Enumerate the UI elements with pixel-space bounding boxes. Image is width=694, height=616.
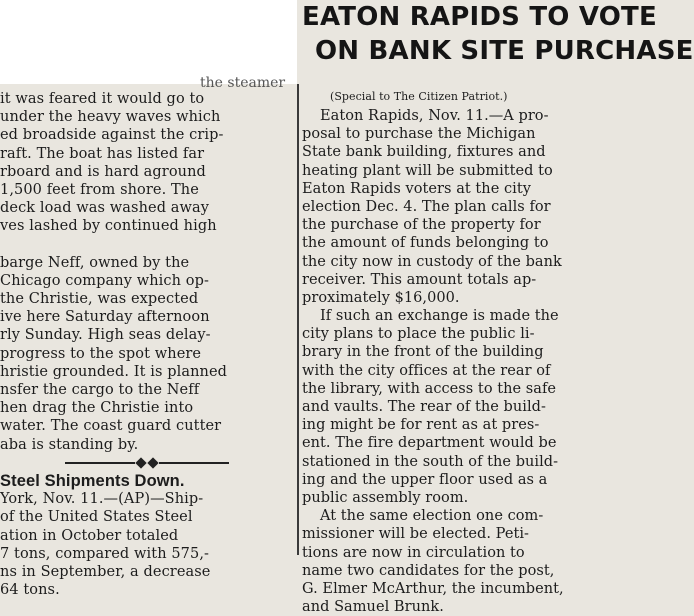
- text-line: ed broadside against the crip-: [0, 127, 224, 144]
- text-line: If such an exchange is made the: [320, 308, 559, 325]
- left-column: [0, 75, 293, 599]
- text-line: Eaton Rapids, Nov. 11.—A pro-: [320, 108, 549, 124]
- text-line: hen drag the Christie into: [0, 400, 194, 417]
- paragraph-2: [0, 254, 300, 454]
- text-line: rboard and is hard aground: [0, 163, 206, 180]
- text-line: the amount of funds belonging to: [302, 235, 549, 252]
- text-line: election Dec. 4. The plan calls for: [302, 198, 551, 215]
- text-line: proximately $16,000.: [302, 289, 460, 306]
- section-separator: [0, 454, 293, 472]
- text-line: stationed in the south of the build-: [302, 453, 559, 470]
- text-line: ns in September, a decrease: [0, 563, 211, 580]
- separator-diamond-icon: [147, 457, 158, 468]
- text-line: raft. The boat has listed far: [0, 145, 205, 162]
- text-line: ive here Saturday afternoon: [0, 309, 210, 326]
- text-line: under the heavy waves which: [0, 109, 221, 126]
- headline-line-2: ON BANK SITE PURCHASE: [315, 36, 694, 66]
- text-line: name two candidates for the post,: [302, 562, 555, 579]
- headline-line-1: EATON RAPIDS TO VOTE: [302, 2, 657, 32]
- text-line: ing and the upper floor used as a: [302, 471, 548, 488]
- paragraph-1: [302, 107, 642, 307]
- text-line: and Samuel Brunk.: [302, 599, 444, 616]
- text-line: the city now in custody of the bank: [302, 253, 562, 270]
- text-line: barge Neff, owned by the: [0, 254, 190, 271]
- text-line: deck load was washed away: [0, 200, 210, 217]
- text-line: tions are now in circulation to: [302, 544, 525, 561]
- text-line: aba is standing by.: [0, 436, 139, 453]
- blank-line: [0, 236, 300, 254]
- text-line: the purchase of the property for: [302, 217, 541, 234]
- text-line: brary in the front of the building: [302, 344, 544, 361]
- text-line: with the city offices at the rear of: [302, 362, 551, 379]
- text-line: ing might be for rent as at pres-: [302, 417, 540, 434]
- paragraph-3: [0, 490, 300, 599]
- text-line: receiver. This amount totals ap-: [302, 271, 537, 288]
- text-line: G. Elmer McArthur, the incumbent,: [302, 580, 564, 597]
- text-line: it was feared it would go to: [0, 91, 205, 107]
- text-line: missioner will be elected. Peti-: [302, 526, 529, 543]
- text-line: water. The coast guard cutter: [0, 418, 222, 435]
- separator-diamond-icon: [135, 457, 146, 468]
- paragraph-1: [0, 90, 300, 236]
- article-headline: [302, 0, 694, 68]
- text-line: ation in October totaled: [0, 527, 179, 544]
- cropped-line: the steamer: [200, 75, 286, 91]
- text-line: public assembly room.: [302, 489, 469, 506]
- text-line: State bank building, fixtures and: [302, 144, 546, 161]
- text-line: the Christie, was expected: [0, 291, 199, 308]
- dateline-credit: (Special to The Citizen Patriot.): [330, 90, 508, 103]
- text-line: 64 tons.: [0, 582, 60, 599]
- text-line: city plans to place the public li-: [302, 326, 535, 343]
- text-line: posal to purchase the Michigan: [302, 126, 536, 143]
- separator-rule: [159, 462, 229, 464]
- text-line: ves lashed by continued high: [0, 218, 217, 235]
- text-line: rly Sunday. High seas delay-: [0, 327, 211, 344]
- text-line: and vaults. The rear of the build-: [302, 399, 546, 415]
- text-line: heating plant will be submitted to: [302, 162, 553, 179]
- text-line: the library, with access to the safe: [302, 380, 557, 397]
- separator-rule: [65, 462, 135, 464]
- text-line: Chicago company which op-: [0, 272, 209, 289]
- text-line: ent. The fire department would be: [302, 435, 557, 452]
- subheading: Steel Shipments Down.: [0, 471, 185, 490]
- right-column: [302, 84, 655, 616]
- text-line: of the United States Steel: [0, 509, 193, 526]
- paragraph-3: [302, 507, 642, 616]
- text-line: 1,500 feet from shore. The: [0, 181, 199, 198]
- text-line: Eaton Rapids voters at the city: [302, 180, 531, 197]
- paragraph-2: [302, 307, 642, 507]
- text-line: 7 tons, compared with 575,-: [0, 545, 210, 562]
- text-line: progress to the spot where: [0, 345, 202, 362]
- text-line: York, Nov. 11.—(AP)—Ship-: [0, 491, 204, 508]
- blank-paper-area: [0, 0, 297, 84]
- text-line: At the same election one com-: [320, 508, 544, 525]
- text-line: nsfer the cargo to the Neff: [0, 382, 200, 398]
- text-line: hristie grounded. It is planned: [0, 363, 228, 380]
